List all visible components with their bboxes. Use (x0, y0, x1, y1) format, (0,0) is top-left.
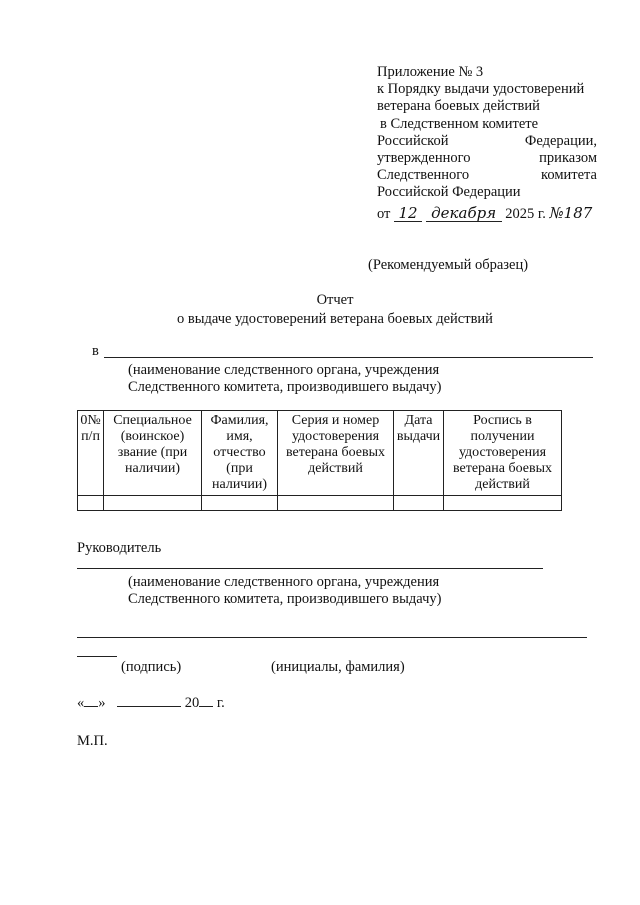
organ-caption-line-2: Следственного комитета, производившего выдачу) (128, 379, 442, 395)
table-cell[interactable] (278, 496, 394, 511)
annex-block (377, 64, 597, 226)
month-blank (117, 694, 181, 707)
report-subtitle: о выдаче удостоверений ветерана боевых действий (177, 311, 493, 327)
annex-line-8: Российской Федерации (377, 184, 521, 201)
signature-line (77, 656, 117, 657)
table-cell[interactable] (78, 496, 104, 511)
annex-line-1: Приложение № 3 (377, 64, 484, 80)
table-header-row (78, 411, 562, 496)
annex-line-4: в Следственном комитете (380, 115, 539, 132)
col-rank-header: Специальное (воинское) звание (при наличии) (104, 411, 202, 496)
table-cell[interactable] (394, 496, 444, 511)
table-cell[interactable] (202, 496, 278, 511)
stamp-label: М.П. (77, 733, 108, 749)
annex-line-5-left: Российской (377, 132, 449, 149)
initials-caption: (инициалы, фамилия) (271, 659, 405, 675)
col-number-header: 0№ п/п (78, 411, 104, 496)
annex-line-5-right: Федерации, (524, 132, 597, 149)
organ-caption-line-1: (наименование следственного органа, учреждения (128, 362, 440, 378)
report-title: Отчет (316, 292, 354, 308)
annex-line-7-left: Следственного (377, 167, 470, 184)
table-row (78, 496, 562, 511)
head-label: Руководитель (77, 540, 162, 556)
annex-line-5 (377, 133, 597, 150)
annex-date-year: 2025 г. (505, 205, 546, 222)
year-blank (199, 694, 213, 707)
date-blank: « » 20 г. (77, 695, 225, 711)
annex-line-7-right: комитета (541, 167, 597, 184)
annex-date-prefix: от (377, 205, 391, 222)
annex-line-6-left: утвержденного (377, 149, 471, 166)
annex-date-month: декабря (426, 205, 502, 222)
col-date-header: Дата выдачи (394, 411, 444, 496)
in-prefix: в (92, 343, 99, 359)
sample-label: (Рекомендуемый образец) (368, 257, 529, 273)
signature-caption: (подпись) (121, 659, 182, 675)
annex-line-3: ветерана боевых действий (377, 98, 540, 115)
annex-date-day: 12 (394, 205, 422, 222)
table-cell[interactable] (104, 496, 202, 511)
annex-order-number: №187 (549, 203, 593, 222)
organ-name-line (104, 357, 593, 358)
organ-caption2-line-1: (наименование следственного органа, учреждения (128, 574, 440, 590)
head-organ-line (77, 568, 543, 569)
annex-line-7 (377, 167, 597, 184)
report-table (77, 410, 562, 511)
annex-line-2: к Порядку выдачи удостоверений (377, 81, 585, 98)
col-signature-header: Роспись в получении удостоверения ветерана боевых действий (444, 411, 562, 496)
organ-caption2-line-2: Следственного комитета, производившего выдачу) (128, 591, 442, 607)
continuation-line (77, 637, 587, 638)
table-cell[interactable] (444, 496, 562, 511)
annex-date-line (377, 202, 597, 226)
annex-line-6 (377, 150, 597, 167)
col-name-header: Фамилия, имя, отчество (при наличии) (202, 411, 278, 496)
annex-line-6-right: приказом (539, 149, 597, 166)
col-certificate-header: Серия и номер удостоверения ветерана боевых действий (278, 411, 394, 496)
day-blank (84, 694, 98, 707)
